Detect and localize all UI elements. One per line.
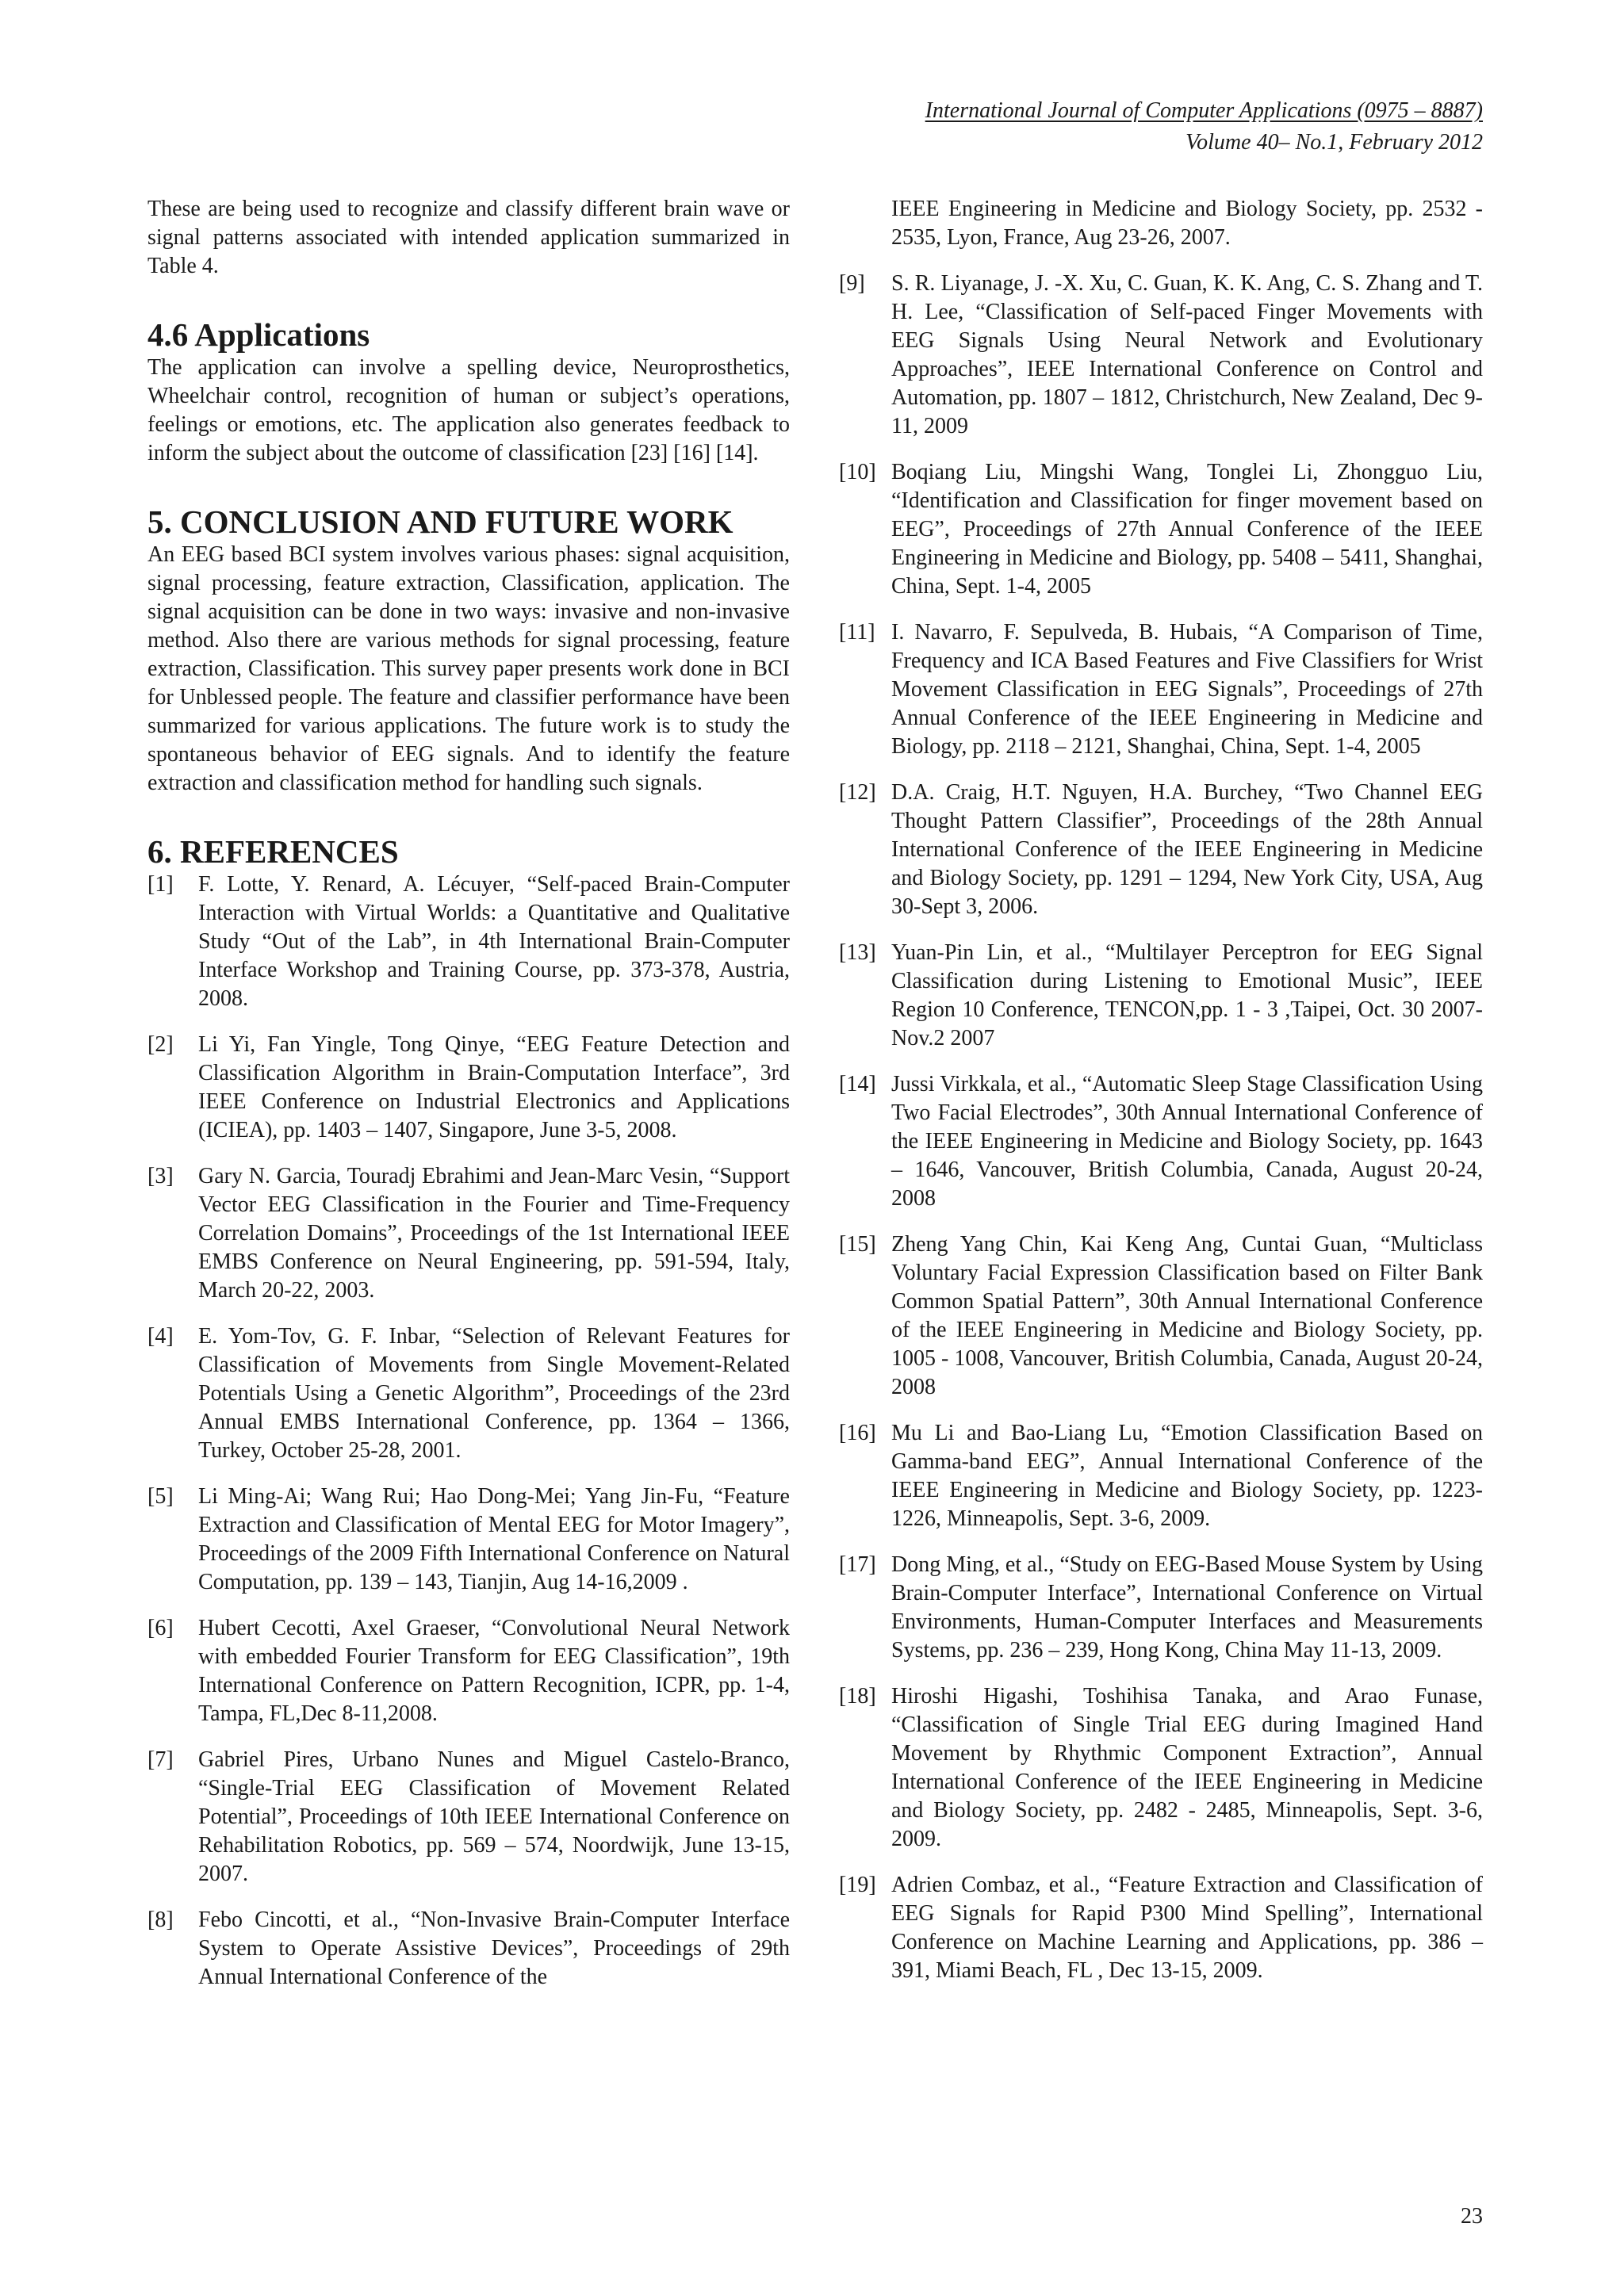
reference-text: Gabriel Pires, Urbano Nunes and Miguel Castelo-Branco, “Single-Trial EEG Classification of Movement Related Potential”, Proceedings of 10th IEEE International Conference on Rehabilitation Robotics, pp. 569 – 574, Noordwijk, June 13-15, 2007. xyxy=(198,1747,790,1886)
reference-item xyxy=(147,1483,790,1597)
reference-number: [4] xyxy=(147,1324,174,1349)
reference-text: Hiroshi Higashi, Toshihisa Tanaka, and Arao Funase, “Classification of Single Trial EEG during Imagined Hand Movement by Rhythmic Component Extraction”, Annual International Conference of the IEEE Engineering in Medicine and Biology Society, pp. 2482 - 2485, Minneapolis, Sept. 3-6, 2009. xyxy=(891,1684,1483,1851)
reference-item xyxy=(147,1614,790,1728)
reference-text: Yuan-Pin Lin, et al., “Multilayer Perceptron for EEG Signal Classification during Listening to Emotional Music”, IEEE Region 10 Conference, TENCON,pp. 1 - 3 ,Taipei, Oct. 30 2007-Nov.2 2007 xyxy=(891,940,1483,1050)
reference-text: Gary N. Garcia, Touradj Ebrahimi and Jean-Marc Vesin, “Support Vector EEG Classification in the Fourier and Time-Frequency Correlation Domains”, Proceedings of the 1st International IEEE EMBS Conference on Neural Engineering, pp. 591-594, Italy, March 20-22, 2003. xyxy=(198,1164,790,1303)
reference-text: Mu Li and Bao-Liang Lu, “Emotion Classification Based on Gamma-band EEG”, Annual International Conference of the IEEE Engineering in Medicine and Biology Society, pp. 1223- 1226, Minneapolis, Sept. 3-6, 2009. xyxy=(891,1421,1483,1531)
reference-item xyxy=(839,618,1483,761)
page-number: 23 xyxy=(1461,2204,1483,2229)
reference-item xyxy=(839,1871,1483,1985)
reference-number: [5] xyxy=(147,1484,174,1509)
reference-number: [15] xyxy=(839,1232,876,1257)
reference-number: [2] xyxy=(147,1032,174,1057)
reference-number: [10] xyxy=(839,460,876,484)
reference-list-right xyxy=(839,195,1483,1985)
reference-continuation xyxy=(839,195,1483,252)
reference-number: [17] xyxy=(839,1552,876,1577)
reference-text: Hubert Cecotti, Axel Graeser, “Convolutional Neural Network with embedded Fourier Transform for EEG Classification”, 19th International Conference on Pattern Recognition, ICPR, pp. 1-4, Tampa, FL,Dec 8-11,2008. xyxy=(198,1616,790,1726)
reference-number: [3] xyxy=(147,1164,174,1188)
conclusion-paragraph: An EEG based BCI system involves various phases: signal acquisition, signal processing, feature extraction, Classification, application. The signal acquisition can be done in two ways: invasive and non-invasive method. Also there are various methods for signal processing, feature extraction, Classification. This survey paper presents work done in BCI for Unblessed people. The feature and classifier performance have been summarized for various applications. The future work is to study the spontaneous behavior of EEG signals. And to identify the feature extraction and classification method for handling such signals. xyxy=(147,542,790,795)
reference-text: S. R. Liyanage, J. -X. Xu, C. Guan, K. K. Ang, C. S. Zhang and T. H. Lee, “Classification of Self-paced Finger Movements with EEG Signals Using Neural Network and Evolutionary Approaches”, IEEE International Conference on Control and Automation, pp. 1807 – 1812, Christchurch, New Zealand, Dec 9-11, 2009 xyxy=(891,271,1483,438)
reference-number: [7] xyxy=(147,1747,174,1772)
reference-text: E. Yom-Tov, G. F. Inbar, “Selection of Relevant Features for Classification of Movements from Single Movement-Related Potentials Using a Genetic Algorithm”, Proceedings of the 23rd Annual EMBS International Conference, pp. 1364 – 1366, Turkey, October 25-28, 2001. xyxy=(198,1324,790,1463)
reference-number: [12] xyxy=(839,780,876,805)
reference-text: Li Yi, Fan Yingle, Tong Qinye, “EEG Feature Detection and Classification Algorithm in Brain-Computation Interface”, 3rd IEEE Conference on Industrial Electronics and Applications (ICIEA), pp. 1403 – 1407, Singapore, June 3-5, 2008. xyxy=(198,1032,790,1142)
section-heading-conclusion: 5. CONCLUSION AND FUTURE WORK xyxy=(147,503,733,540)
right-column xyxy=(839,195,1483,2003)
reference-number: [18] xyxy=(839,1684,876,1709)
reference-item xyxy=(839,1682,1483,1854)
intro-paragraph: These are being used to recognize and classify different brain wave or signal patterns associated with intended application summarized in Table 4. xyxy=(147,197,790,278)
reference-item xyxy=(839,939,1483,1053)
reference-item xyxy=(839,270,1483,441)
reference-number: [9] xyxy=(839,271,865,296)
volume-info: Volume 40– No.1, February 2012 xyxy=(1185,130,1483,155)
reference-text: IEEE Engineering in Medicine and Biology Society, pp. 2532 - 2535, Lyon, France, Aug 23-26, 2007. xyxy=(891,197,1483,250)
applications-paragraph: The application can involve a spelling device, Neuroprosthetics, Wheelchair control, recognition of human or subject’s operations, feelings or emotions, etc. The application also generates feedback to inform the subject about the outcome of classification [23] [16] [14]. xyxy=(147,355,790,465)
reference-list-left xyxy=(147,871,790,1992)
reference-number: [11] xyxy=(839,620,875,645)
reference-number: [14] xyxy=(839,1072,876,1096)
reference-text: I. Navarro, F. Sepulveda, B. Hubais, “A Comparison of Time, Frequency and ICA Based Features and Five Classifiers for Wrist Movement Classification in EEG Signals”, Proceedings of 27th Annual Conference of the IEEE Engineering in Medicine and Biology, pp. 2118 – 2121, Shanghai, China, Sept. 1-4, 2005 xyxy=(891,620,1483,759)
reference-number: [16] xyxy=(839,1421,876,1445)
reference-number: [19] xyxy=(839,1873,876,1897)
section-heading-references: 6. REFERENCES xyxy=(147,833,399,870)
reference-text: Adrien Combaz, et al., “Feature Extraction and Classification of EEG Signals for Rapid P300 Mind Spelling”, International Conference on Machine Learning and Applications, pp. 386 – 391, Miami Beach, FL , Dec 13-15, 2009. xyxy=(891,1873,1483,1983)
reference-text: Boqiang Liu, Mingshi Wang, Tonglei Li, Zhongguo Liu, “Identification and Classification for finger movement based on EEG”, Proceedings of 27th Annual Conference of the IEEE Engineering in Medicine and Biology, pp. 5408 – 5411, Shanghai, China, Sept. 1-4, 2005 xyxy=(891,460,1483,599)
reference-item xyxy=(147,1322,790,1465)
reference-item xyxy=(147,1746,790,1888)
reference-text: Jussi Virkkala, et al., “Automatic Sleep Stage Classification Using Two Facial Electrodes”, 30th Annual International Conference of the IEEE Engineering in Medicine and Biology Society, pp. 1643 – 1646, Vancouver, British Columbia, Canada, August 20-24, 2008 xyxy=(891,1072,1483,1211)
reference-item xyxy=(839,1070,1483,1213)
running-header xyxy=(769,95,1483,159)
journal-title: International Journal of Computer Applications (0975 – 8887) xyxy=(925,98,1483,123)
reference-item xyxy=(839,1230,1483,1402)
reference-text: F. Lotte, Y. Renard, A. Lécuyer, “Self-paced Brain-Computer Interaction with Virtual Worlds: a Quantitative and Qualitative Study “Out of the Lab”, in 4th International Brain-Computer Interface Workshop and Training Course, pp. 373-378, Austria, 2008. xyxy=(198,872,790,1011)
section-heading-applications: 4.6 Applications xyxy=(147,316,370,353)
reference-number: [1] xyxy=(147,872,174,897)
reference-item xyxy=(147,1162,790,1305)
reference-item xyxy=(147,871,790,1013)
reference-item xyxy=(839,1551,1483,1665)
reference-text: Febo Cincotti, et al., “Non-Invasive Brain-Computer Interface System to Operate Assistive Devices”, Proceedings of 29th Annual International Conference of the xyxy=(198,1908,790,1989)
reference-text: Li Ming-Ai; Wang Rui; Hao Dong-Mei; Yang Jin-Fu, “Feature Extraction and Classification of Mental EEG for Motor Imagery”, Proceedings of the 2009 Fifth International Conference on Natural Computation, pp. 139 – 143, Tianjin, Aug 14-16,2009 . xyxy=(198,1484,790,1594)
reference-text: Zheng Yang Chin, Kai Keng Ang, Cuntai Guan, “Multiclass Voluntary Facial Expression Classification based on Filter Bank Common Spatial Pattern”, 30th Annual International Conference of the IEEE Engineering in Medicine and Biology Society, pp. 1005 - 1008, Vancouver, British Columbia, Canada, August 20-24, 2008 xyxy=(891,1232,1483,1399)
reference-number: [8] xyxy=(147,1908,174,1932)
reference-item xyxy=(839,1419,1483,1533)
reference-item xyxy=(839,779,1483,921)
reference-number: [6] xyxy=(147,1616,174,1640)
left-column xyxy=(147,195,790,2009)
reference-text: D.A. Craig, H.T. Nguyen, H.A. Burchey, “Two Channel EEG Thought Pattern Classifier”, Proceedings of the 28th Annual International Conference of the IEEE Engineering in Medicine and Biology Society, pp. 1291 – 1294, New York City, USA, Aug 30-Sept 3, 2006. xyxy=(891,780,1483,919)
reference-text: Dong Ming, et al., “Study on EEG-Based Mouse System by Using Brain-Computer Interface”, International Conference on Virtual Environments, Human-Computer Interfaces and Measurements Systems, pp. 236 – 239, Hong Kong, China May 11-13, 2009. xyxy=(891,1552,1483,1663)
reference-item xyxy=(147,1031,790,1145)
reference-item xyxy=(147,1906,790,1992)
reference-number: [13] xyxy=(839,940,876,965)
reference-item xyxy=(839,458,1483,601)
